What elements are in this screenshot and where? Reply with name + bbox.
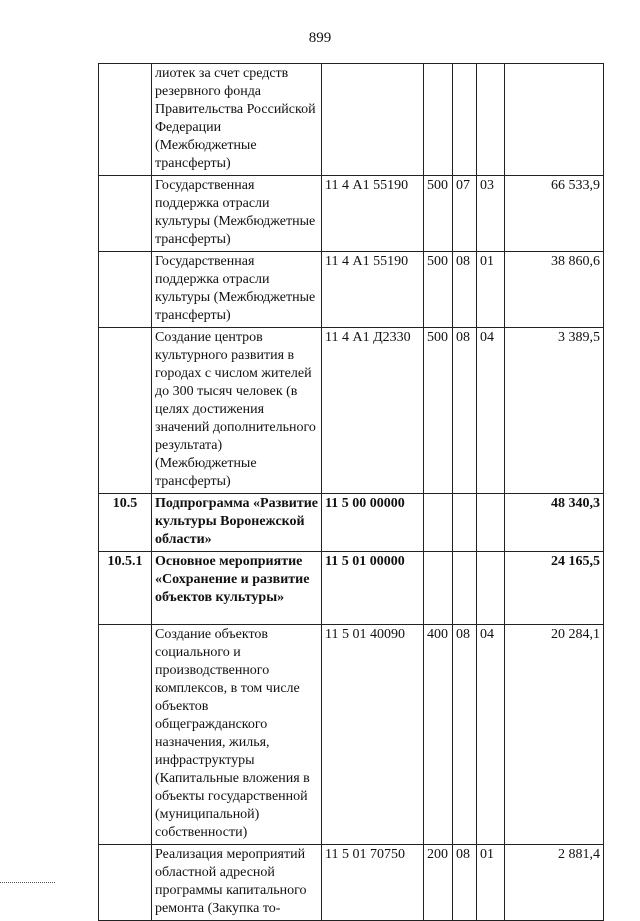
expense-type-cell: 500 (424, 252, 453, 328)
section-cell: 08 (453, 845, 477, 921)
row-number-cell: 10.5 (99, 494, 152, 552)
table-row (99, 494, 604, 552)
row-name-cell: Реализация мероприятий областной адресной программы капитального ремонта (Закупка то- (152, 845, 322, 921)
row-name-cell: лиотек за счет средств резервного фонда Правительства Российской Федерации (Межбюджетные трансферты) (152, 64, 322, 176)
expense-type-cell: 200 (424, 845, 453, 921)
table-row (99, 552, 604, 625)
amount-cell: 38 860,6 (505, 252, 604, 328)
target-code-cell: 11 5 01 70750 (322, 845, 424, 921)
section-cell: 08 (453, 252, 477, 328)
subsection-cell: 03 (477, 176, 505, 252)
subsection-cell: 04 (477, 625, 505, 845)
target-code-cell (322, 64, 424, 176)
expense-type-cell: 400 (424, 625, 453, 845)
table-row (99, 252, 604, 328)
section-cell: 08 (453, 625, 477, 845)
section-cell (453, 494, 477, 552)
expense-type-cell: 500 (424, 328, 453, 494)
table-row (99, 176, 604, 252)
row-number-cell (99, 328, 152, 494)
subsection-cell: 01 (477, 845, 505, 921)
row-number-cell (99, 64, 152, 176)
amount-cell: 3 389,5 (505, 328, 604, 494)
table-row (99, 845, 604, 921)
page-number: 899 (308, 30, 332, 46)
target-code-cell: 11 4 А1 55190 (322, 252, 424, 328)
expense-type-cell: 500 (424, 176, 453, 252)
amount-cell: 48 340,3 (505, 494, 604, 552)
target-code-cell: 11 4 А1 55190 (322, 176, 424, 252)
target-code-cell: 11 5 00 00000 (322, 494, 424, 552)
expense-type-cell (424, 552, 453, 625)
amount-cell: 66 533,9 (505, 176, 604, 252)
row-name-cell: Подпрограмма «Развитие культуры Воронежской области» (152, 494, 322, 552)
row-name-cell: Государственная поддержка отрасли культуры (Межбюджетные трансферты) (152, 176, 322, 252)
row-name-cell: Создание объектов социального и производственного комплексов, в том числе объектов общегражданского назначения, жилья, инфраструктуры (Капитальные вложения в объекты государственной (муниципальной) собственности) (152, 625, 322, 845)
subsection-cell (477, 64, 505, 176)
subsection-cell (477, 494, 505, 552)
table-row (99, 328, 604, 494)
table-row (99, 64, 604, 176)
row-number-cell (99, 176, 152, 252)
expense-type-cell (424, 64, 453, 176)
target-code-cell: 11 5 01 00000 (322, 552, 424, 625)
row-name-cell: Основное мероприятие «Сохранение и развитие объектов культуры» (152, 552, 322, 625)
amount-cell: 24 165,5 (505, 552, 604, 625)
budget-table-body (99, 64, 604, 921)
section-cell (453, 552, 477, 625)
subsection-cell: 04 (477, 328, 505, 494)
row-number-cell (99, 845, 152, 921)
section-cell: 07 (453, 176, 477, 252)
row-number-cell (99, 252, 152, 328)
budget-table (98, 63, 604, 921)
amount-cell (505, 64, 604, 176)
section-cell (453, 64, 477, 176)
subsection-cell: 01 (477, 252, 505, 328)
row-name-cell: Государственная поддержка отрасли культуры (Межбюджетные трансферты) (152, 252, 322, 328)
subsection-cell (477, 552, 505, 625)
row-name-cell: Создание центров культурного развития в городах с числом жителей до 300 тысяч человек (в целях достижения значений дополнительного результата) (Межбюджетные трансферты) (152, 328, 322, 494)
amount-cell: 2 881,4 (505, 845, 604, 921)
amount-cell: 20 284,1 (505, 625, 604, 845)
section-cell: 08 (453, 328, 477, 494)
footer-dotted-line (0, 882, 55, 883)
row-number-cell: 10.5.1 (99, 552, 152, 625)
expense-type-cell (424, 494, 453, 552)
target-code-cell: 11 4 А1 Д2330 (322, 328, 424, 494)
target-code-cell: 11 5 01 40090 (322, 625, 424, 845)
row-number-cell (99, 625, 152, 845)
table-row (99, 625, 604, 845)
